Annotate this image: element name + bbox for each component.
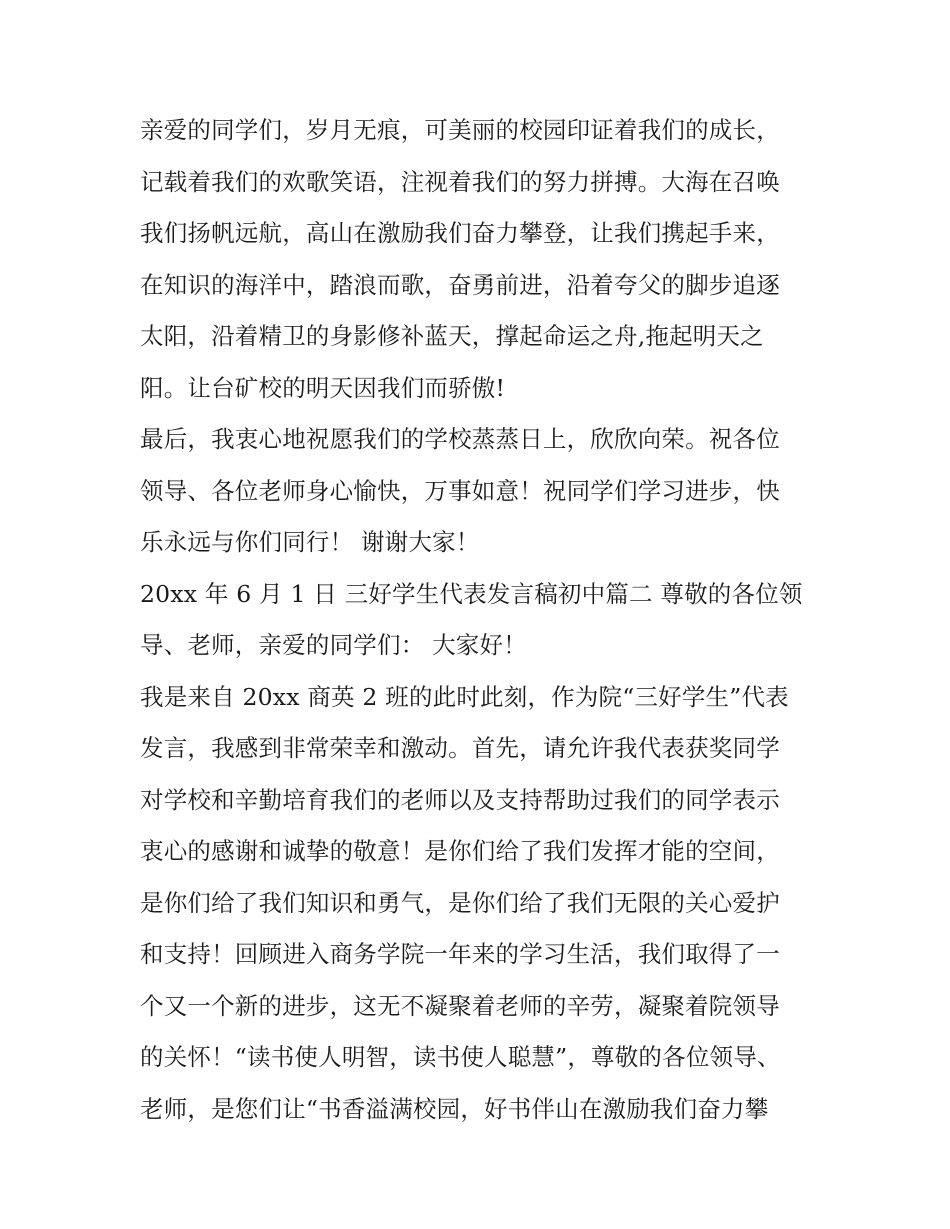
text-line: 老师，是您们让“书香溢满校园，好书伴山在激励我们奋力攀	[140, 1094, 769, 1123]
text-line: 领导、各位老师身心愉快，万事如意！祝同学们学习进步，快	[140, 476, 780, 505]
speech-text	[140, 105, 820, 1135]
text-line: 我是来自 20xx 商英 2 班的此时此刻，作为院“三好学生”代表	[140, 682, 789, 711]
text-line: 对学校和辛勤培育我们的老师以及支持帮助过我们的同学表示	[140, 785, 780, 814]
text-line: 乐永远与你们同行！ 谢谢大家！	[140, 528, 480, 556]
text-line: 太阳，沿着精卫的身影修补蓝天，撑起命运之舟,拖起明天之	[140, 322, 764, 350]
text-line: 个又一个新的进步，这无不凝聚着老师的辛劳，凝聚着院领导	[140, 991, 780, 1020]
text-line: 在知识的海洋中，踏浪而歌，奋勇前进，沿着夸父的脚步追逐	[140, 270, 780, 299]
text-line: 20xx 年 6 月 1 日 三好学生代表发言稿初中篇二 尊敬的各位领	[140, 579, 803, 608]
text-line: 衷心的感谢和诚挚的敬意！是你们给了我们发挥才能的空间，	[140, 837, 780, 865]
text-line: 阳。让台矿校的明天因我们而骄傲!	[140, 373, 506, 402]
text-line: 发言，我感到非常荣幸和激动。首先，请允许我代表获奖同学	[140, 734, 780, 762]
text-line: 的关怀！“读书使人明智，读书使人聪慧”，尊敬的各位领导、	[140, 1043, 781, 1071]
text-line: 最后，我衷心地祝愿我们的学校蒸蒸日上，欣欣向荣。祝各位	[140, 425, 780, 453]
text-line: 亲爱的同学们，岁月无痕，可美丽的校园印证着我们的成长，	[140, 116, 780, 144]
text-line: 记载着我们的欢歌笑语，注视着我们的努力拼搏。大海在召唤	[140, 167, 780, 196]
text-line: 和支持！回顾进入商务学院一年来的学习生活，我们取得了一	[140, 940, 780, 968]
text-line: 导、老师，亲爱的同学们： 大家好！	[140, 631, 527, 659]
text-line: 是你们给了我们知识和勇气，是你们给了我们无限的关心爱护	[140, 888, 780, 917]
text-line: 我们扬帆远航，高山在激励我们奋力攀登，让我们携起手来，	[140, 219, 780, 247]
